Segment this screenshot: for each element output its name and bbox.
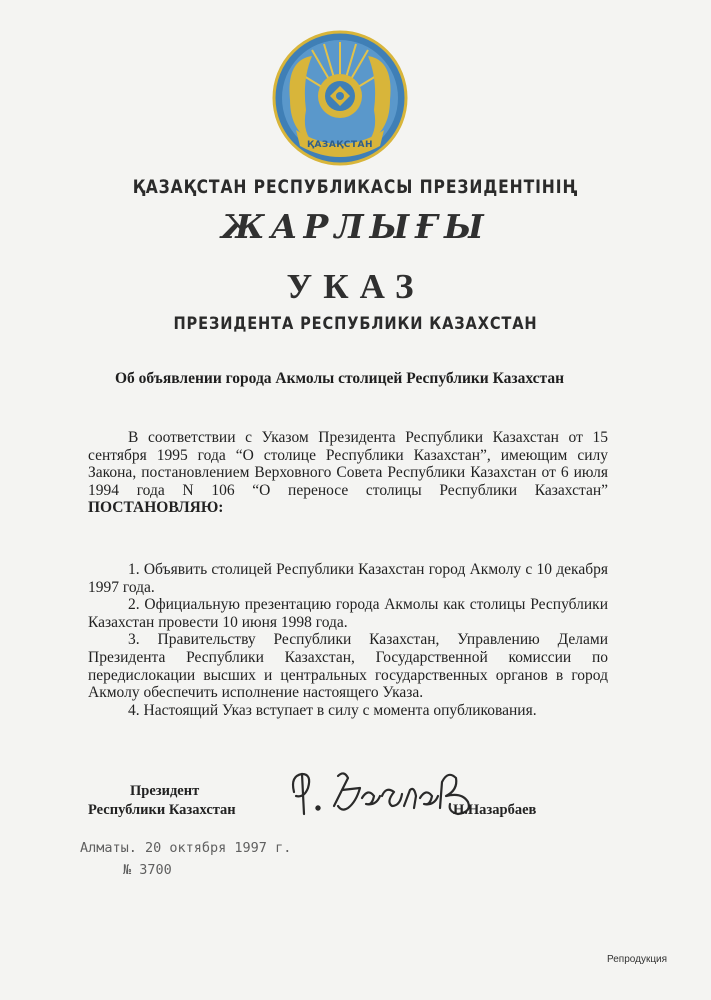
signatory-post-line2: Республики Казахстан — [88, 802, 236, 818]
decree-item: 4. Настоящий Указ вступает в силу с момента опубликования. — [128, 701, 537, 719]
preamble-text: В соответствии с Указом Президента Республики Казахстан от 15 сентября 1995 года “О столице Республики Казахстан”, имеющим силу Закона, постановлением Верховного Совета Республики Казахстан от 6 июля 1994 года N 106 “О переносе столицы Республики Казахстан” — [88, 429, 608, 499]
signatory-post-line1: Президент — [130, 783, 200, 799]
state-emblem-icon — [272, 30, 408, 166]
issue-date: Алматы. 20 октября 1997 г. — [80, 840, 292, 856]
reproduction-label: Репродукция — [607, 954, 668, 965]
decree-items — [88, 561, 608, 719]
decree-item: 1. Объявить столицей Республики Казахстан город Акмолу с 10 декабря 1997 года. — [88, 561, 608, 596]
decree-item: 2. Официальную презентацию города Акмолы как столицы Республики Казахстан провести 10 июня 1998 года. — [88, 596, 608, 631]
russian-president-title: ПРЕЗИДЕНТА РЕСПУБЛИКИ КАЗАХСТАН — [173, 314, 538, 334]
signatory-name: Н.Назарбаев — [453, 802, 537, 818]
russian-decree-heading: УКАЗ — [286, 267, 425, 306]
kazakh-title: ҚАЗАҚСТАН РЕСПУБЛИКАСЫ ПРЕЗИДЕНТІНІҢ — [132, 176, 579, 198]
decree-item: 3. Правительству Республики Казахстан, Управлению Делами Президента Республики Казахстан, Государственной комиссии по передислокации высших и центральных государственных органов в город Акмолу обеспечить исполнение настоящего Указа. — [88, 631, 608, 702]
preamble-paragraph — [88, 429, 608, 517]
decree-subject: Об объявлении города Акмолы столицей Республики Казахстан — [115, 370, 565, 387]
resolve-word: ПОСТАНОВЛЯЮ: — [88, 499, 224, 517]
decree-number: № 3700 — [123, 862, 172, 878]
kazakh-decree-heading: ЖАРЛЫҒЫ — [221, 207, 490, 246]
svg-text:ҚАЗАҚСТАН: ҚАЗАҚСТАН — [306, 140, 374, 150]
